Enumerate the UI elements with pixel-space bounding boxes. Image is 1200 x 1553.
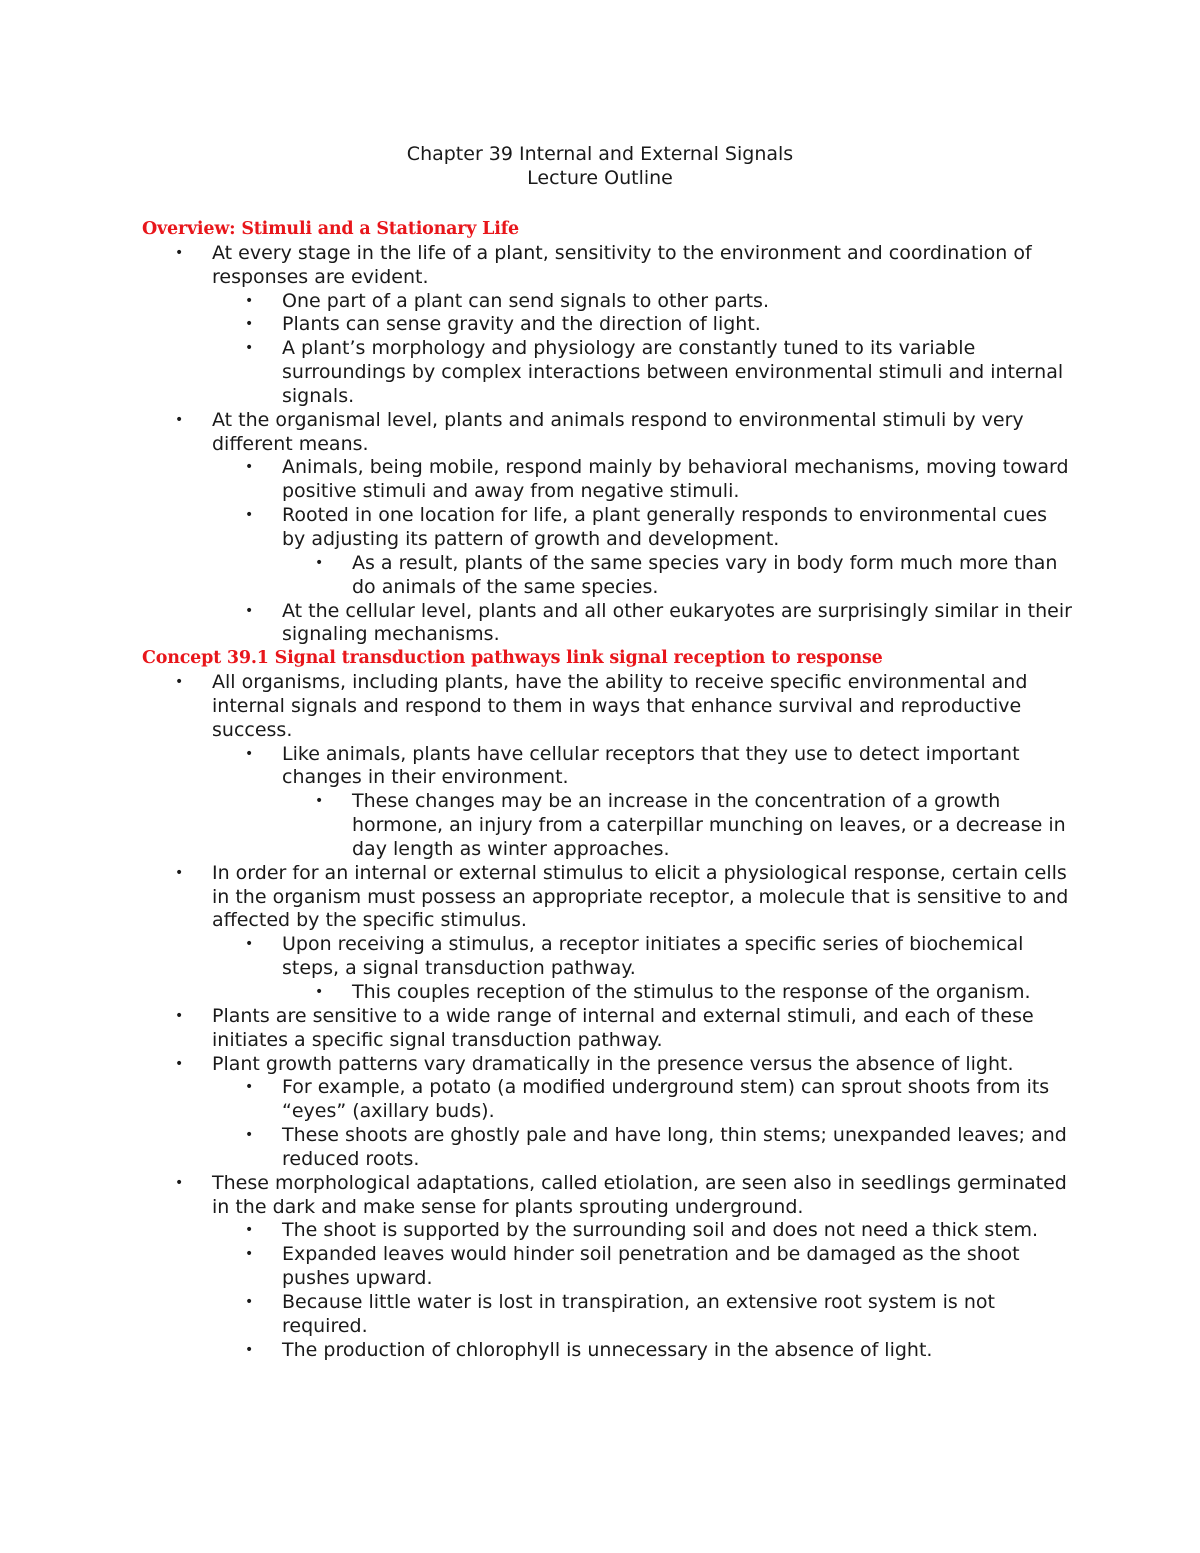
- list-level-2: [212, 290, 1072, 409]
- outline-body: [142, 218, 1072, 1363]
- bullet-icon: •: [245, 1341, 254, 1358]
- list-item-l1: [142, 1053, 1072, 1172]
- list-item-text: For example, a potato (a modified underground stem) can sprout shoots from its “eyes” (axillary buds).: [282, 1076, 1050, 1123]
- list-item-l1: [142, 242, 1072, 409]
- document-subtitle: Lecture Outline: [527, 167, 673, 189]
- bullet-icon: •: [315, 793, 324, 810]
- section-heading: Concept 39.1 Signal transduction pathways link signal reception to response: [142, 648, 883, 669]
- bullet-icon: •: [175, 1007, 184, 1024]
- list-item-text: At the cellular level, plants and all other eukaryotes are surprisingly similar in their signaling mechanisms.: [282, 599, 1072, 646]
- bullet-icon: •: [245, 340, 254, 357]
- list-item-text: Plant growth patterns vary dramatically in the presence versus the absence of light.: [212, 1052, 1014, 1075]
- list-level-3: [282, 552, 1072, 600]
- section-heading: Overview: Stimuli and a Stationary Life: [142, 219, 519, 239]
- title-block: [0, 142, 1200, 190]
- list-item-text: As a result, plants of the same species vary in body form much more than do animals of the same species.: [352, 551, 1058, 598]
- list-item-l2: [212, 933, 1072, 1005]
- bullet-icon: •: [245, 459, 254, 476]
- list-item-l2: [212, 1243, 1072, 1291]
- bullet-icon: •: [175, 411, 184, 428]
- list-item-l2: [212, 337, 1072, 409]
- list-level-3: [282, 790, 1072, 862]
- list-item-text: The shoot is supported by the surrounding soil and does not need a thick stem.: [282, 1219, 1039, 1242]
- list-item-l3: [282, 552, 1072, 600]
- list-item-text: These morphological adaptations, called etiolation, are seen also in seedlings germinated in the dark and make sense for plants sprouting underground.: [212, 1171, 1067, 1218]
- list-item-l1: [142, 1172, 1072, 1363]
- bullet-icon: •: [315, 984, 324, 1000]
- list-item-l1: [142, 671, 1072, 862]
- list-item-l2: [212, 1124, 1072, 1172]
- bullet-icon: •: [245, 507, 254, 524]
- list-item-l1: [142, 409, 1072, 647]
- bullet-icon: •: [315, 554, 324, 571]
- list-level-2: [212, 1219, 1072, 1362]
- list-item-l1: [142, 862, 1072, 1005]
- list-item-text: In order for an internal or external stimulus to elicit a physiological response, certain cells in the organism must possess an appropriate receptor, a molecule that is sensitive to and affected by the specific stimulus.: [212, 861, 1069, 932]
- list-item-text: The production of chlorophyll is unnecessary in the absence of light.: [282, 1338, 933, 1361]
- list-item-text: Plants can sense gravity and the direction of light.: [282, 313, 761, 336]
- bullet-icon: •: [175, 244, 184, 261]
- bullet-icon: •: [245, 936, 254, 953]
- list-item-text: All organisms, including plants, have the ability to receive specific environmental and internal signals and respond to them in ways that enhance survival and reproductive success.: [212, 671, 1028, 741]
- list-level-2: [212, 1076, 1072, 1171]
- bullet-icon: •: [245, 602, 254, 619]
- list-item-text: Plants are sensitive to a wide range of internal and external stimuli, and each of these initiates a specific signal transduction pathway.: [212, 1004, 1034, 1051]
- bullet-icon: •: [175, 864, 184, 881]
- list-item-text: Like animals, plants have cellular receptors that they use to detect important changes in their environment.: [282, 742, 1020, 789]
- bullet-icon: •: [245, 745, 254, 762]
- list-item-l2: [212, 1076, 1072, 1124]
- list-level-2: [212, 933, 1072, 1005]
- list-level-2: [212, 456, 1072, 647]
- list-level-1: [142, 671, 1072, 1362]
- list-item-l2: [212, 1219, 1072, 1243]
- list-item-text: One part of a plant can send signals to other parts.: [282, 289, 769, 312]
- list-item-l2: [212, 456, 1072, 504]
- list-item-text: These changes may be an increase in the concentration of a growth hormone, an injury from a caterpillar munching on leaves, or a decrease in day length as winter approaches.: [352, 790, 1066, 860]
- list-item-text: Animals, being mobile, respond mainly by behavioral mechanisms, moving toward positive stimuli and away from negative stimuli.: [282, 456, 1069, 503]
- list-item-text: At every stage in the life of a plant, sensitivity to the environment and coordination of responses are evident.: [212, 241, 1032, 288]
- bullet-icon: •: [175, 1055, 184, 1072]
- list-item-l2: [212, 1291, 1072, 1339]
- list-item-text: Expanded leaves would hinder soil penetration and be damaged as the shoot pushes upward.: [282, 1243, 1020, 1290]
- list-level-1: [142, 242, 1072, 647]
- list-level-2: [212, 743, 1072, 862]
- list-item-l2: [212, 313, 1072, 337]
- list-item-l2: [212, 1339, 1072, 1363]
- bullet-icon: •: [175, 674, 184, 691]
- list-item-text: Rooted in one location for life, a plant generally responds to environmental cues by adjusting its pattern of growth and development.: [282, 504, 1048, 550]
- bullet-icon: •: [245, 292, 254, 309]
- bullet-icon: •: [245, 1246, 254, 1263]
- bullet-icon: •: [245, 1222, 254, 1239]
- list-item-text: Because little water is lost in transpiration, an extensive root system is not required.: [282, 1290, 995, 1337]
- list-item-l2: [212, 743, 1072, 862]
- bullet-icon: •: [175, 1174, 184, 1191]
- list-item-l3: [282, 790, 1072, 862]
- list-item-l2: [212, 600, 1072, 648]
- bullet-icon: •: [245, 1127, 254, 1144]
- bullet-icon: •: [245, 1293, 254, 1310]
- list-level-3: [282, 981, 1072, 1005]
- bullet-icon: •: [245, 1079, 254, 1096]
- list-item-text: Upon receiving a stimulus, a receptor initiates a specific series of biochemical steps, a signal transduction pathway.: [282, 933, 1024, 980]
- list-item-l3: [282, 981, 1072, 1005]
- list-item-text: At the organismal level, plants and animals respond to environmental stimuli by very different means.: [212, 408, 1024, 455]
- list-item-text: A plant’s morphology and physiology are constantly tuned to its variable surroundings by complex interactions between environmental stimuli and internal signals.: [282, 337, 1064, 407]
- document-title: Chapter 39 Internal and External Signals: [406, 143, 794, 165]
- list-item-l2: [212, 504, 1072, 599]
- list-item-l1: [142, 1005, 1072, 1053]
- list-item-text: This couples reception of the stimulus to the response of the organism.: [352, 981, 1031, 1003]
- list-item-text: These shoots are ghostly pale and have long, thin stems; unexpanded leaves; and reduced roots.: [282, 1124, 1067, 1170]
- bullet-icon: •: [245, 316, 254, 333]
- list-item-l2: [212, 290, 1072, 314]
